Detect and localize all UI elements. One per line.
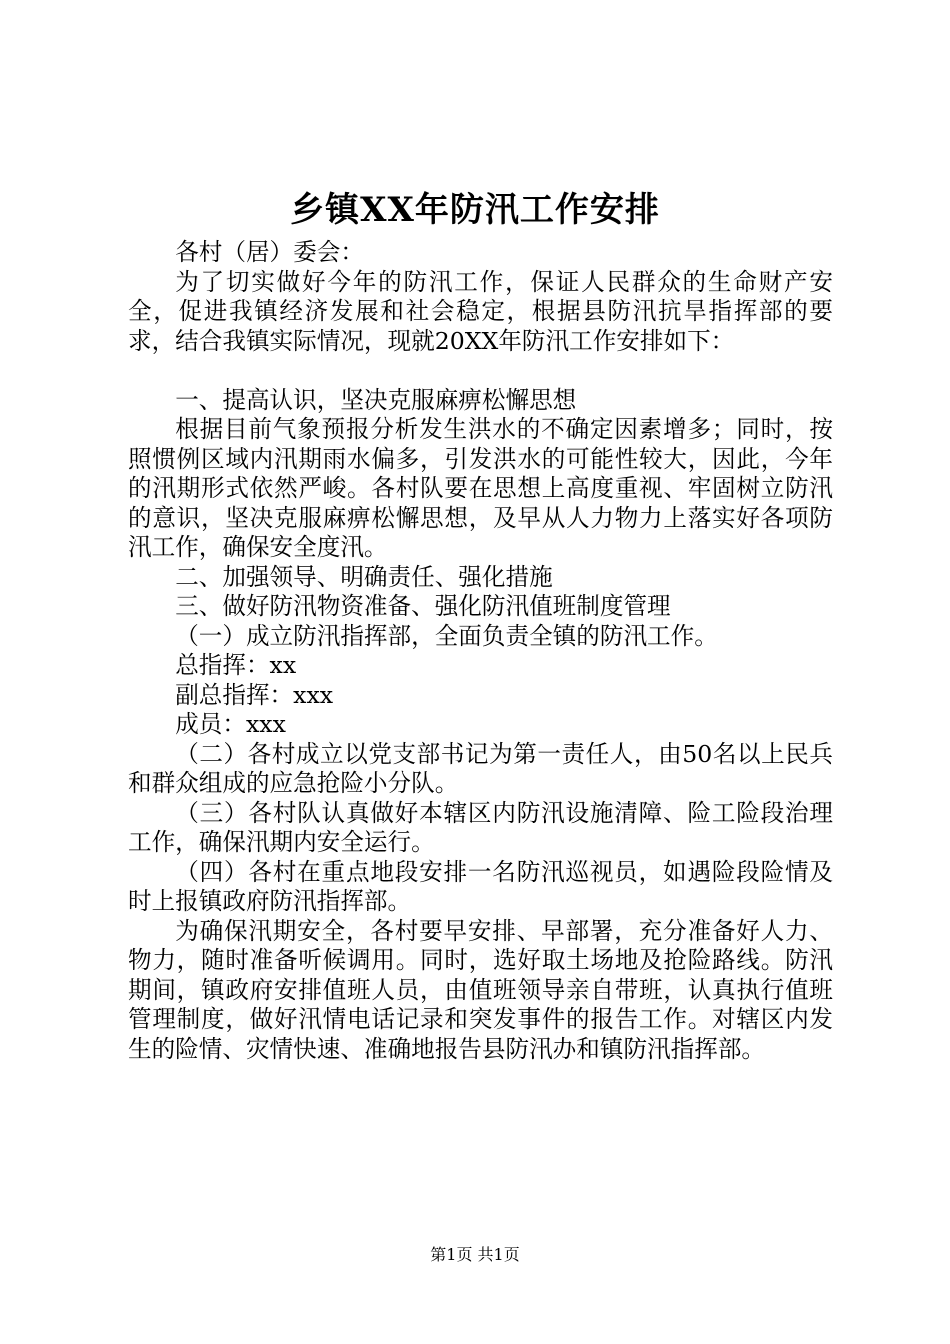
- page-footer: 第1页 共1页: [430, 1245, 520, 1264]
- commander-line: 总指挥：xx: [175, 651, 297, 679]
- closing-paragraph: 为确保汛期安全，各村要早安排、早部署，充分准备好人力、物力，随时准备听候调用。同时，选好取土场地及抢险路线。防汛期间，镇政府安排值班人员，由值班领导亲自带班，认真执行值班管理制度，做好汛情电话记录和突发事件的报告工作。对辖区内发生的险情、灾情快速、准确地报告县防汛办和镇防汛指挥部。: [128, 916, 833, 1063]
- intro-paragraph: 为了切实做好今年的防汛工作，保证人民群众的生命财产安全，促进我镇经济发展和社会稳定，根据县防汛抗旱指挥部的要求，结合我镇实际情况，现就20XX年防汛工作安排如下：: [128, 267, 833, 355]
- members-line: 成员：xxx: [175, 710, 286, 738]
- item-2-paragraph: （二）各村成立以党支部书记为第一责任人，由50名以上民兵和群众组成的应急抢险小分队。: [128, 739, 833, 797]
- deputy-commander-line: 副总指挥：xxx: [175, 680, 334, 709]
- item-4-paragraph: （四）各村在重点地段安排一名防汛巡视员，如遇险段险情及时上报镇政府防汛指挥部。: [128, 857, 833, 915]
- section-1-paragraph: 根据目前气象预报分析发生洪水的不确定因素增多；同时，按照惯例区域内汛期雨水偏多，引发洪水的可能性较大，因此，今年的汛期形式依然严峻。各村队要在思想上高度重视、牢固树立防汛的意识，坚决克服麻痹松懈思想，及早从人力物力上落实好各项防汛工作，确保安全度汛。: [128, 415, 833, 561]
- item-3-paragraph: （三）各村队认真做好本辖区内防汛设施清障、险工险段治理工作，确保汛期内安全运行。: [128, 798, 833, 856]
- document-body: [128, 238, 833, 1064]
- blank-line: [128, 356, 833, 386]
- section-heading-2: 二、加强领导、明确责任、强化措施: [175, 562, 553, 591]
- section-heading-1: 一、提高认识，坚决克服麻痹松懈思想: [175, 385, 577, 414]
- section-heading-3: 三、做好防汛物资准备、强化防汛值班制度管理: [175, 592, 671, 620]
- item-1-paragraph: （一）成立防汛指挥部，全面负责全镇的防汛工作。: [175, 621, 718, 650]
- document-title: 乡镇XX年防汛工作安排: [290, 190, 660, 230]
- salutation: 各村（居）委会：: [175, 238, 364, 266]
